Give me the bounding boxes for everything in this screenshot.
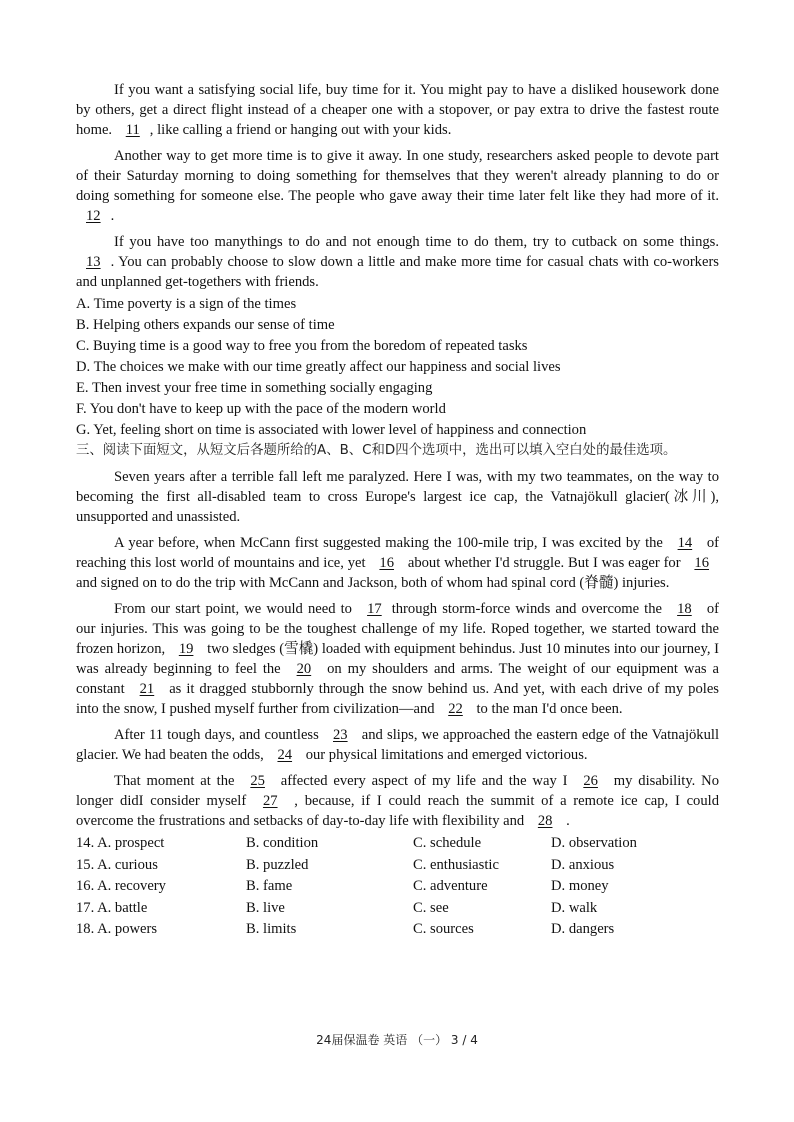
blank-11: 11 — [125, 122, 140, 138]
blank-17: 17 — [367, 601, 382, 617]
blank-19: 19 — [178, 641, 194, 657]
blank-28: 28 — [537, 813, 553, 829]
passage1-paragraph-2: Another way to get more time is to give it away. In one study, researchers asked people to devote part of their Saturday morning to doing something for themselves that they weren't already planning to do or doing something for someone else. The people who gave away their time later felt like they had more of it. 12 . — [76, 148, 719, 224]
option-d: D. The choices we make with our time greatly affect our happiness and social lives — [76, 359, 561, 375]
question-option-a: 15. A. curious — [76, 856, 158, 873]
question-option-b: B. fame — [246, 878, 293, 894]
question-option-a: 14. A. prospect — [76, 835, 165, 851]
blank-21: 21 — [139, 681, 155, 697]
blank-25: 25 — [250, 773, 265, 789]
passage2-paragraph-2: A year before, when McCann first suggested making the 100-mile trip, I was excited by the 14 of reaching this lost world of mountains and ice, yet 16 about whether I'd struggle. But I was eager for 16 and signed on to do the trip with McCann and Jackson, both of whom had spinal cord (脊髓) injuries. — [76, 535, 719, 591]
question-option-d: D. anxious — [551, 856, 615, 873]
blank-24: 24 — [277, 747, 293, 763]
question-option-d: D. walk — [551, 899, 598, 916]
question-option-b: B. condition — [246, 835, 319, 851]
question-option-d: D. dangers — [551, 921, 615, 937]
question-option-c: C. enthusiastic — [413, 856, 499, 873]
blank-18: 18 — [677, 601, 692, 617]
page-footer: 24届保温卷 英语 （一） 3 / 4 — [316, 1033, 478, 1047]
option-list — [76, 294, 719, 441]
blank-12: 12 — [86, 208, 101, 224]
passage2-paragraph-5: That moment at the 25 affected every aspect of my life and the way I 26 my disability. No longer didI consider myself 27 , because, if I could reach the summit of a remote ice cap, I could overcome the frustrations and setbacks of day-to-day life with flexibility and 28 . — [76, 773, 720, 829]
blank-22: 22 — [448, 701, 463, 717]
passage2-paragraph-4: After 11 tough days, and countless 23 and slips, we approached the eastern edge of the Vatnajökull glacier. We had beaten the odds, 24 our physical limitations and emerged victorious. — [76, 727, 719, 763]
question-option-c: C. see — [413, 899, 449, 916]
blank-23: 23 — [333, 727, 348, 743]
blank-14: 14 — [677, 535, 693, 551]
question-option-a: 16. A. recovery — [76, 878, 166, 894]
passage2-paragraph-3: From our start point, we would need to 17 through storm-force winds and overcome the 18 of our injuries. This was going to be the toughest challenge of my life. Roped together, we started toward the frozen horizon, 19 two sledges (雪橇) loaded with equipment behindus. Just 10 minutes into our journey, I was already beginning to feel the 20 on my shoulders and arms. The weight of our equipment was a constant 21 as it dragged stubbornly through the snow behind us. And yet, with each drive of my poles into the snow, I pushed myself further from civilization—and 22 to the man I'd once been. — [76, 601, 719, 717]
blank-15: 16 — [379, 555, 395, 571]
passage2-paragraph-1: Seven years after a terrible fall left me paralyzed. Here I was, with my two teammates, on the way to becoming the first all-disabled team to cross Europe's largest ice cap, the Vatnajökull glacier(冰川), unsupported and unassisted. — [76, 469, 719, 525]
option-b: B. Helping others expands our sense of time — [76, 317, 335, 333]
question-list — [76, 833, 719, 941]
question-option-a: 17. A. battle — [76, 899, 148, 916]
question-option-c: C. adventure — [413, 878, 488, 894]
question-15 — [76, 855, 719, 877]
option-g: G. Yet, feeling short on time is associated with lower level of happiness and connection — [76, 422, 587, 438]
blank-16: 16 — [694, 555, 710, 571]
blank-26: 26 — [583, 773, 598, 789]
question-16 — [76, 876, 719, 898]
option-f: F. You don't have to keep up with the pace of the modern world — [76, 401, 446, 417]
question-option-c: C. schedule — [413, 835, 482, 851]
question-14 — [76, 833, 719, 855]
exam-page — [76, 80, 719, 941]
question-option-b: B. live — [246, 899, 285, 916]
passage1-paragraph-3: If you have too manythings to do and not enough time to do them, try to cutback on some things. 13 . You can probably choose to slow down a little and make more time for casual chats with co-workers and unplanned get-togethers with friends. — [76, 234, 719, 290]
blank-27: 27 — [262, 793, 278, 809]
question-option-c: C. sources — [413, 921, 474, 937]
question-18 — [76, 919, 719, 941]
question-option-b: B. limits — [246, 921, 297, 937]
question-option-d: D. observation — [551, 835, 637, 851]
blank-13: 13 — [86, 254, 101, 270]
option-e: E. Then invest your free time in something socially engaging — [76, 380, 433, 396]
question-option-d: D. money — [551, 878, 609, 894]
option-c: C. Buying time is a good way to free you from the boredom of repeated tasks — [76, 338, 528, 354]
section-3-instruction: 三、阅读下面短文，从短文后各题所给的A、B、C和D四个选项中，选出可以填入空白处的最佳选项。 — [76, 443, 677, 458]
passage1-paragraph-1: If you want a satisfying social life, buy time for it. You might pay to have a disliked housework done by others, get a direct flight instead of a cheaper one with a stopover, or pay extra to drive the fastest route home. 11 , like calling a friend or hanging out with your kids. — [76, 82, 719, 138]
question-option-b: B. puzzled — [246, 856, 309, 873]
option-a: A. Time poverty is a sign of the times — [76, 296, 297, 312]
question-option-a: 18. A. powers — [76, 921, 158, 937]
question-17 — [76, 898, 719, 920]
blank-20: 20 — [296, 661, 312, 677]
